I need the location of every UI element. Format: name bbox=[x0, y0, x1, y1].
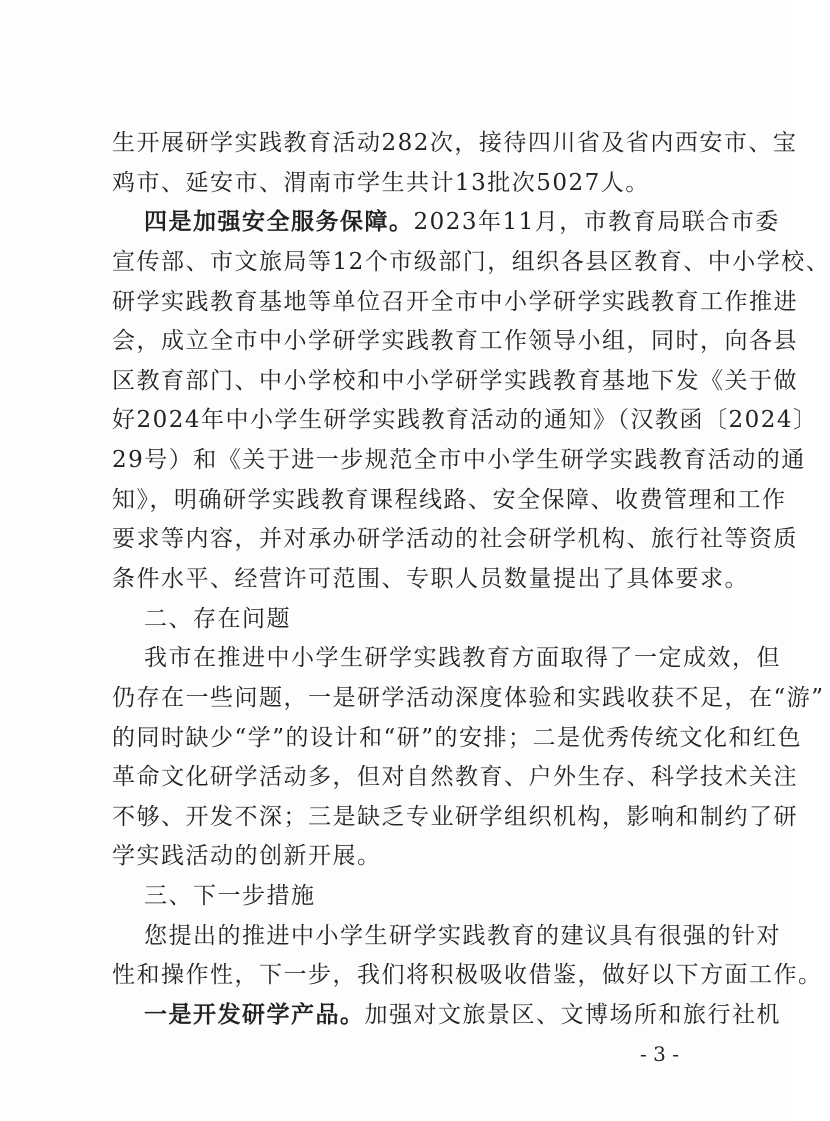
text-line: 宣传部、市文旅局等12个市级部门，组织各县区教育、中小学校、 bbox=[112, 249, 830, 275]
text-line: 学实践活动的创新开展。 bbox=[112, 843, 382, 869]
text-line: 生开展研学实践教育活动282次，接待四川省及省内西安市、宝 bbox=[112, 130, 798, 156]
text-line: 的同时缺少“学”的设计和“研”的安排；二是优秀传统文化和红色 bbox=[112, 725, 803, 751]
lead-rest: 2023年11月，市教育局联合市委 bbox=[413, 209, 780, 235]
text-line: 革命文化研学活动多，但对自然教育、户外生存、科学技术关注 bbox=[112, 764, 798, 790]
text-line: 性和操作性，下一步，我们将积极吸收借鉴，做好以下方面工作。 bbox=[112, 962, 823, 988]
text-line: 仍存在一些问题，一是研学活动深度体验和实践收获不足，在“游” bbox=[112, 685, 825, 711]
text-line: 29号）和《关于进一步规范全市中小学生研学实践教育活动的通 bbox=[112, 447, 806, 473]
text-line: 区教育部门、中小学校和中小学研学实践教育基地下发《关于做 bbox=[112, 368, 798, 394]
section-heading: 二、存在问题 bbox=[144, 606, 291, 632]
text-line: 您提出的推进中小学生研学实践教育的建议具有很强的针对 bbox=[144, 923, 781, 949]
text-line: 我市在推进中小学生研学实践教育方面取得了一定成效，但 bbox=[144, 645, 781, 671]
paragraph-lead-line bbox=[144, 207, 780, 237]
page-number: - 3 - bbox=[640, 1042, 679, 1066]
text-line: 条件水平、经营许可范围、专职人员数量提出了具体要求。 bbox=[112, 566, 749, 592]
text-line: 知》，明确研学实践教育课程线路、安全保障、收费管理和工作 bbox=[112, 487, 787, 513]
text-line: 好2024年中小学生研学实践教育活动的通知》（汉教函〔2024〕 bbox=[112, 407, 818, 433]
paragraph-lead-line bbox=[144, 1000, 781, 1030]
section-heading: 三、下一步措施 bbox=[144, 883, 316, 909]
text-line: 鸡市、延安市、渭南市学生共计13批次5027人。 bbox=[112, 170, 650, 196]
text-line: 不够、开发不深；三是缺乏专业研学组织机构，影响和制约了研 bbox=[112, 804, 798, 830]
bold-lead: 四是加强安全服务保障。 bbox=[144, 208, 414, 235]
text-line: 研学实践教育基地等单位召开全市中小学研学实践教育工作推进 bbox=[112, 289, 798, 315]
text-line: 要求等内容，并对承办研学活动的社会研学机构、旅行社等资质 bbox=[112, 526, 798, 552]
bold-lead: 一是开发研学产品。 bbox=[144, 1001, 365, 1028]
lead-rest: 加强对文旅景区、文博场所和旅行社机 bbox=[364, 1002, 781, 1028]
text-line: 会，成立全市中小学研学实践教育工作领导小组，同时，向各县 bbox=[112, 328, 798, 354]
